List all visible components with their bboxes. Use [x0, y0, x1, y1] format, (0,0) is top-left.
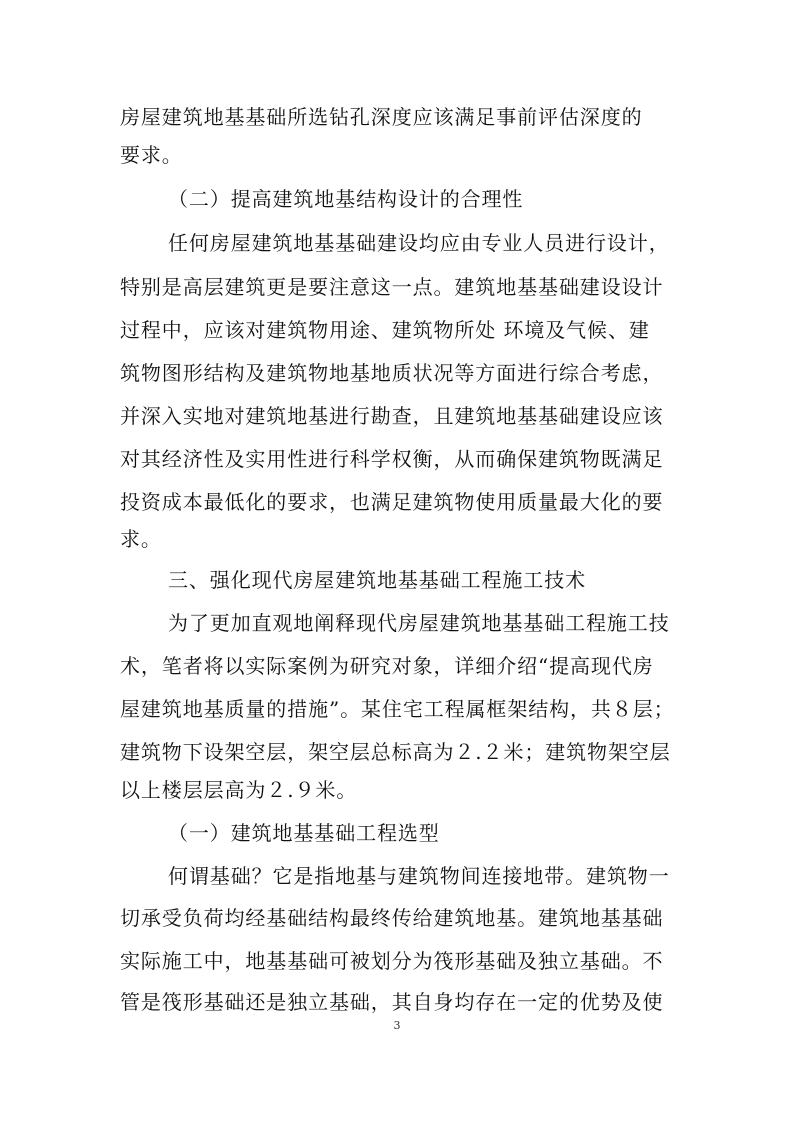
- section-heading: （二）提高建筑地基结构设计的合理性: [168, 187, 524, 211]
- text-line: 实际施工中，地基基础可被划分为筏形基础及独立基础。不: [120, 949, 664, 973]
- text-line: 以上楼层层高为２.９米。: [120, 778, 358, 802]
- text-line: 过程中，应该对建筑物用途、建筑物所处 环境及气候、建: [120, 318, 650, 342]
- text-line: 术，笔者将以实际案例为研究对象，详细介绍“提高现代房: [120, 654, 654, 678]
- text-line: 任何房屋建筑地基基础建设均应由专业人员进行设计，: [168, 231, 670, 255]
- text-line: 并深入实地对建筑地基进行勘查，且建筑地基基础建设应该: [120, 404, 664, 428]
- text-line: 何谓基础？它是指地基与建筑物间连接地带。建筑物一: [168, 864, 670, 888]
- page-number: 3: [393, 1019, 401, 1032]
- text-line: 特别是高层建筑更是要注意这一点。建筑地基基础建设设计: [120, 275, 664, 299]
- section-heading: 三、强化现代房屋建筑地基基础工程施工技术: [168, 568, 586, 592]
- text-line: 投资成本最低化的要求，也满足建筑物使用质量最大化的要: [120, 490, 664, 514]
- text-line: 管是筏形基础还是独立基础，其自身均存在一定的优势及使: [120, 990, 664, 1014]
- text-line: 建筑物下设架空层，架空层总标高为２.２米；建筑物架空层: [120, 740, 671, 764]
- text-line: 筑物图形结构及建筑物地基地质状况等方面进行综合考虑，: [120, 361, 664, 385]
- text-line: 要求。: [120, 143, 183, 167]
- text-line: 对其经济性及实用性进行科学权衡，从而确保建筑物既满足: [120, 447, 664, 471]
- text-line: 切承受负荷均经基础结构最终传给建筑地基。建筑地基基础: [120, 906, 664, 930]
- section-heading: （一）建筑地基基础工程选型: [168, 821, 440, 845]
- text-line: 房屋建筑地基基础所选钻孔深度应该满足事前评估深度的: [120, 105, 643, 129]
- text-line: 求。: [120, 527, 162, 551]
- text-line: 屋建筑地基质量的措施”。某住宅工程属框架结构，共８层；: [120, 697, 675, 721]
- text-line: 为了更加直观地阐释现代房屋建筑地基基础工程施工技: [168, 611, 670, 635]
